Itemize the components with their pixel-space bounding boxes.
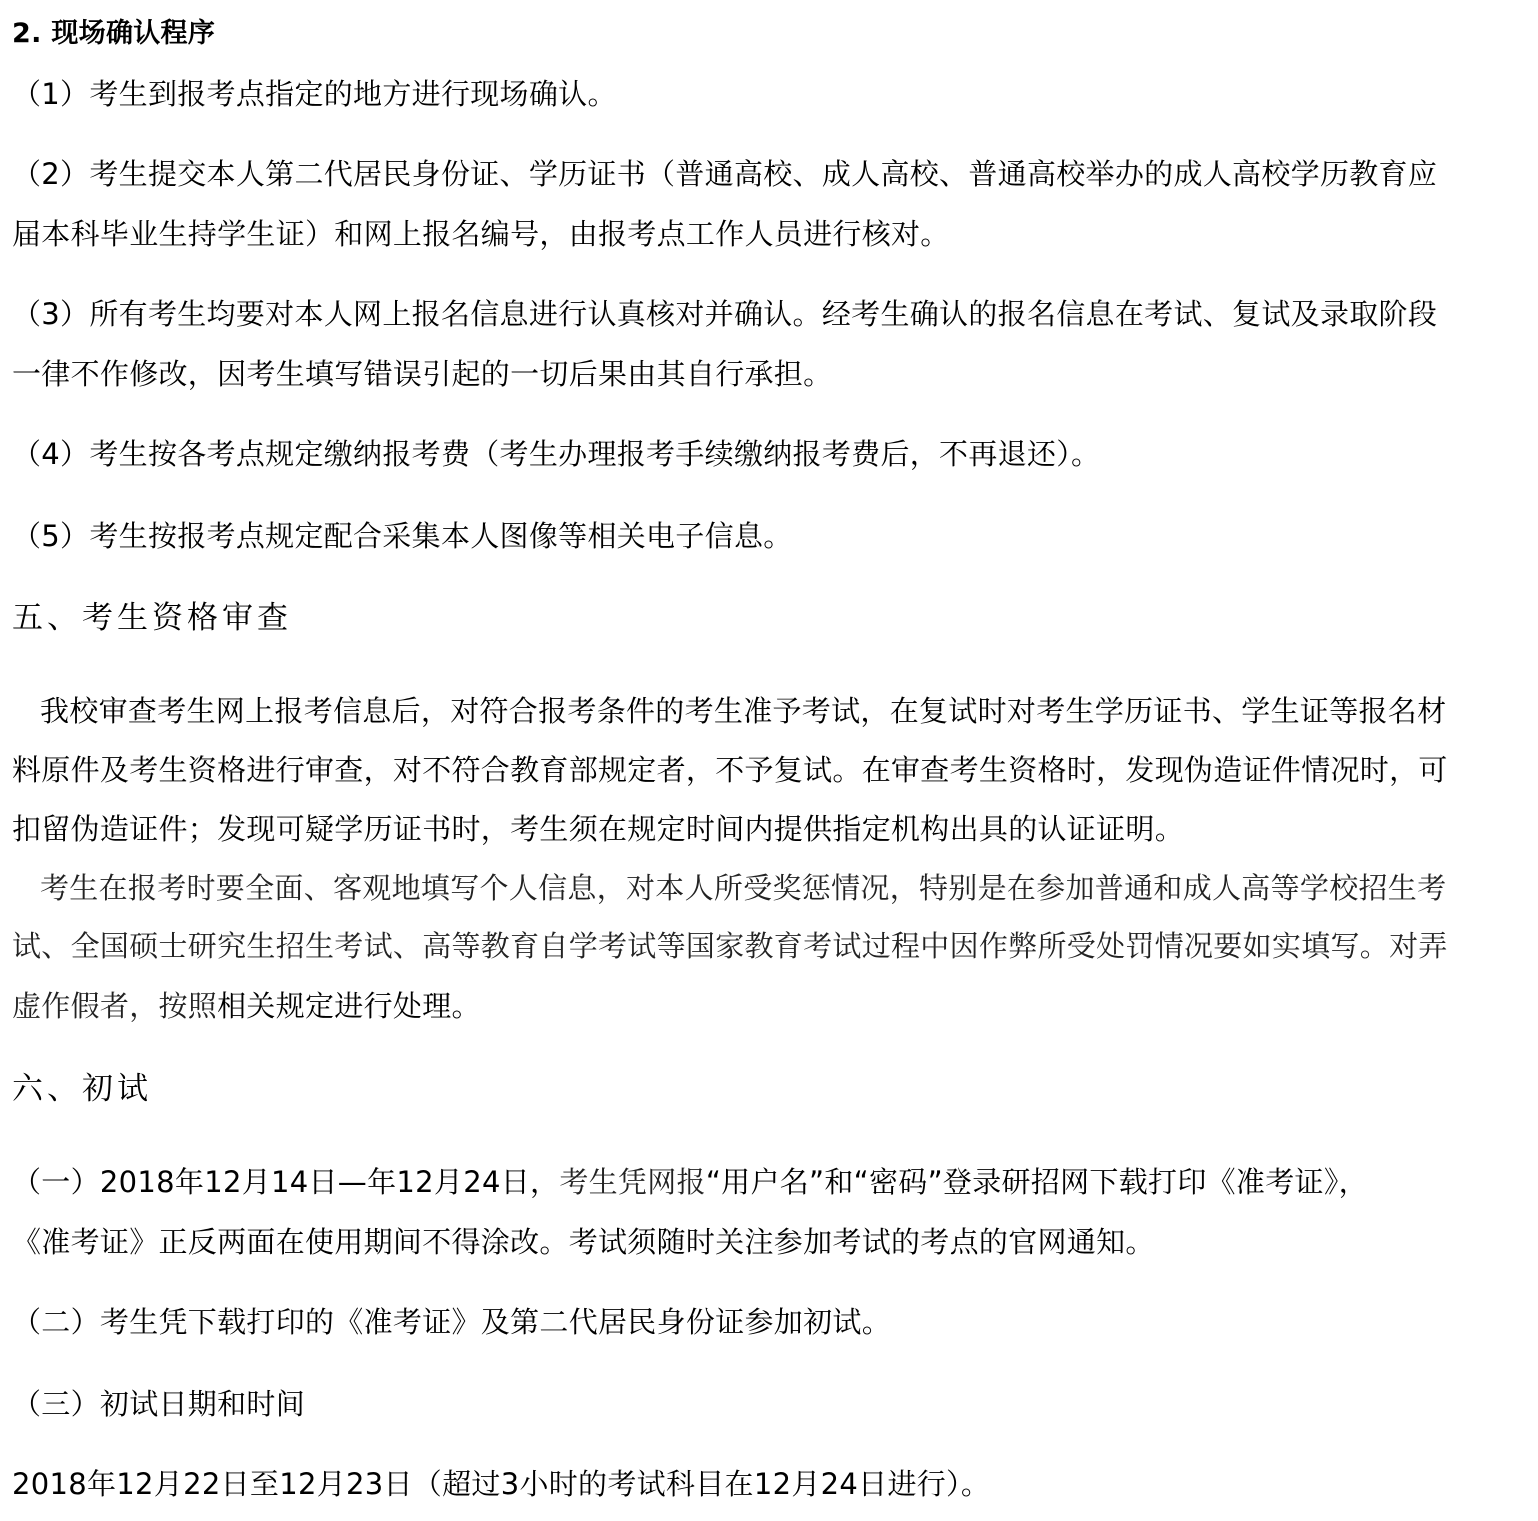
review-paragraph-line-3: 扣留伪造证件；发现可疑学历证书时，考生须在规定时间内提供指定机构出具的认证证明。 — [12, 812, 1185, 846]
step-2-line-2: 届本科毕业生持学生证）和网上报名编号，由报考点工作人员进行核对。 — [12, 217, 950, 251]
review-paragraph-line-1: 我校审查考生网上报考信息后，对符合报考条件的考生准予考试，在复试时对考生学历证书、学生证等报名材 — [40, 694, 1447, 728]
exam-dates: 2018年12月22日至12月23日（超过3小时的考试科目在12月24日进行）。 — [12, 1467, 991, 1501]
honesty-text-sans: 相关规定进行处理。 — [217, 989, 481, 1023]
exam-item-2: （二）考生凭下载打印的《准考证》及第二代居民身份证参加初试。 — [12, 1305, 892, 1339]
honesty-paragraph-line-2: 试、全国硕士研究生招生考试、高等教育自学考试等国家教育考试过程中因作弊所受处罚情况要如实填写。对弄 — [12, 929, 1448, 963]
review-paragraph-line-2: 料原件及考生资格进行审查，对不符合教育部规定者，不予复试。在审查考生资格时，发现伪造证件情况时，可 — [12, 753, 1448, 787]
step-2-line-1: （2）考生提交本人第二代居民身份证、学历证书（普通高校、成人高校、普通高校举办的成人高校学历教育应 — [12, 157, 1438, 191]
step-1: （1）考生到报考点指定的地方进行现场确认。 — [12, 77, 617, 111]
honesty-paragraph-line-3 — [12, 986, 1526, 1026]
honesty-paragraph-line-1: 考生在报考时要全面、客观地填写个人信息，对本人所受奖惩情况，特别是在参加普通和成人高等学校招生考 — [40, 871, 1447, 905]
section-title: 2. 现场确认程序 — [12, 18, 216, 49]
exam-item-1-line-1 — [12, 1162, 1526, 1202]
step-5: （5）考生按报考点规定配合采集本人图像等相关电子信息。 — [12, 519, 793, 553]
step-3-line-2: 一律不作修改，因考生填写错误引起的一切后果由其自行承担。 — [12, 357, 833, 391]
exam-item-1-serif: 考生凭网报 — [559, 1165, 706, 1199]
exam-item-1-date: （一）2018年12月14日—年12月24日， — [12, 1165, 560, 1199]
exam-item-3: （三）初试日期和时间 — [12, 1387, 306, 1421]
exam-item-1-line-2: 《准考证》正反两面在使用期间不得涂改。考试须随时关注参加考试的考点的官网通知。 — [12, 1225, 1155, 1259]
step-4: （4）考生按各考点规定缴纳报考费（考生办理报考手续缴纳报考费后，不再退还）。 — [12, 437, 1101, 471]
heading-qualification-review: 五、考生资格审查 — [12, 600, 292, 636]
heading-preliminary-exam: 六、初试 — [12, 1071, 152, 1107]
honesty-text-serif: 虚作假者，按照 — [12, 989, 218, 1023]
exam-item-1-rest: “用户名”和“密码”登录研招网下载打印《准考证》， — [705, 1165, 1368, 1199]
step-3-line-1: （3）所有考生均要对本人网上报名信息进行认真核对并确认。经考生确认的报名信息在考试、复试及录取阶段 — [12, 297, 1438, 331]
